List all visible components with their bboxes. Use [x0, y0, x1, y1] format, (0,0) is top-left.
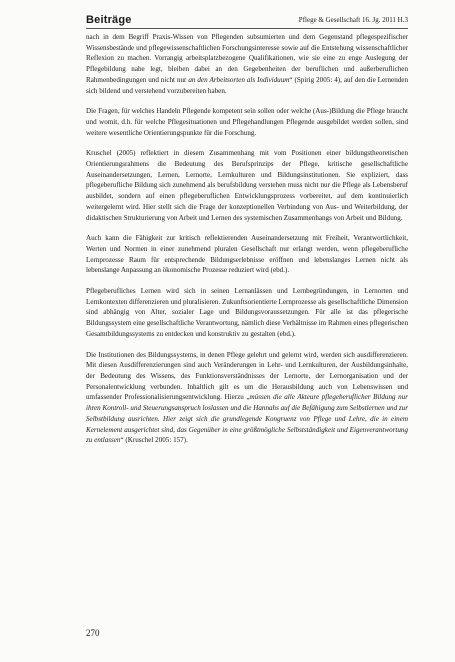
paragraph: Auch kann die Fähigkeit zur kritisch reflektierenden Auseinandersetzung mit Freiheit, Verantwortlichkeit, Werten und Normen in einer zunehmend pluralen Gesellschaft nur erlangt werden, wenn pflegeberufliche Lernprozesse Raum für entsprechende Bildungserlebnisse eröffnen und lebenslanges Lernen nicht als lebenslange Anpassung an ökonomische Prozesse reduziert wird (ebd.). — [86, 234, 408, 275]
section-title: Beiträge — [86, 14, 132, 26]
running-header — [86, 14, 408, 29]
journal-reference: Pflege & Gesellschaft 16. Jg. 2011 H.3 — [298, 16, 408, 24]
paragraph: nach in dem Begriff Praxis-Wissen von Pflegenden subsumierten und dem Gegenstand pflegespezifischer Wissensbestände und pflegewissenschaftlichen Forschungsinteresse sowie auf die Entstehung wissenschaftlicher Reflexion zu machen. Vorrangig arbeitsplatzbezogene Qualifikationen, wie sie eine zu enge Auslegung der Pflegebildung nahe legt, bleiben dabei an den Gegebenheiten der beruflichen und außerberuflichen Rahmenbedingungen und nicht nur an den Arbeitsorten als Individuum“ (Spirig 2005: 4), auf den die Lernenden sich bildend und verstehend vorzubereiten haben. — [86, 33, 408, 95]
body-text — [86, 32, 408, 456]
paragraph: Pflegeberufliches Lernen wird sich in seinen Lernanlässen und Lernbegründungen, in Lernorten und Lernkontexten differenzieren und pluralisieren. Zukunftsorientierte Lernprozesse als gesellschaftliche Dimension sind abhängig von Alter, sozialer Lage und Bildungsvoraussetzungen. Für alle ist das pflegerische Bildungssystem eine gesellschaftliche Verantwortung, nämlich diese Verhältnisse im Rahmen eines pflegerischen Gesamtbildungssystems zu entdecken und konstruktiv zu gestalten (ebd.). — [86, 287, 408, 338]
paragraph: Kruschel (2005) reflektiert in diesem Zusammenhang mit vom Positionen einer bildungstheoretischen Orientierungsrahmens die Bedeutung des Berufsprinzips der Pflege, kritische gesellschaftliche Auseinandersetzungen, Lernen, Lernorte, Lernkulturen und Bildungsinstitutionen. Sie expliziert, dass pflegeberufliche Bildung sich zunehmend als berufsbildung verstehen muss nicht nur die Pflege als Lebensberuf ausbildet, sondern auf einen pflegeberuflichen Entwicklungsprozess vorbereitet, auf dem kontinuierlich weitergelernt wird. Hier stellt sich die Frage der konzeptionellen Verbindung von Aus- und Weiterbildung, der didaktischen Strukturierung von Arbeit und Lernen des systemischen Zusammenhangs von Arbeit und Bildung. — [86, 149, 408, 222]
page-number: 270 — [86, 628, 100, 638]
paragraph: Die Fragen, für welches Handeln Pflegende kompetent sein sollen oder welche (Aus-)Bildung die Pflege braucht und womit, d.h. für welche Pflegesituationen und Pflegehandlungen Pflegende ausgebildet werden sollen, sind weitere wesentliche Orientierungspunkte für die Forschung. — [86, 107, 408, 137]
paragraph: Die Institutionen des Bildungssystems, in denen Pflege gelehrt und gelernt wird, werden sich ausdifferenzieren. Mit diesen Ausdifferenzierungen sind auch Veränderungen in Lehr- und Lernkulturen, der Ausbildungsinhalte, der Bedeutung des Wissens, des Funktionsverständnisses der Lernorte, der Lernorganisation und der Personalentwicklung verbunden. Inhaltlich gilt es um die Herausbildung auch von Lebenswissen und umfassender Professionalisierungsentwicklung. Hierzu „müssen die alle Akteure pflegeberuflicher Bildung nur ihren Kontroll- und Steuerungsanspruch loslassen und die Hannahs auf die Befähigung zum Selbstlernen und zur Selbstbildung ausrichten. Hier zeigt sich die grundlegende Kongruenz von Pflege und Lehre, die in einem Kernelement ausgerichtet sind, das Gegenüber in eine größtmögliche Selbstständigkeit und Eigenverantwortung zu entlassen“ (Kruschel 2005: 157). — [86, 350, 408, 445]
